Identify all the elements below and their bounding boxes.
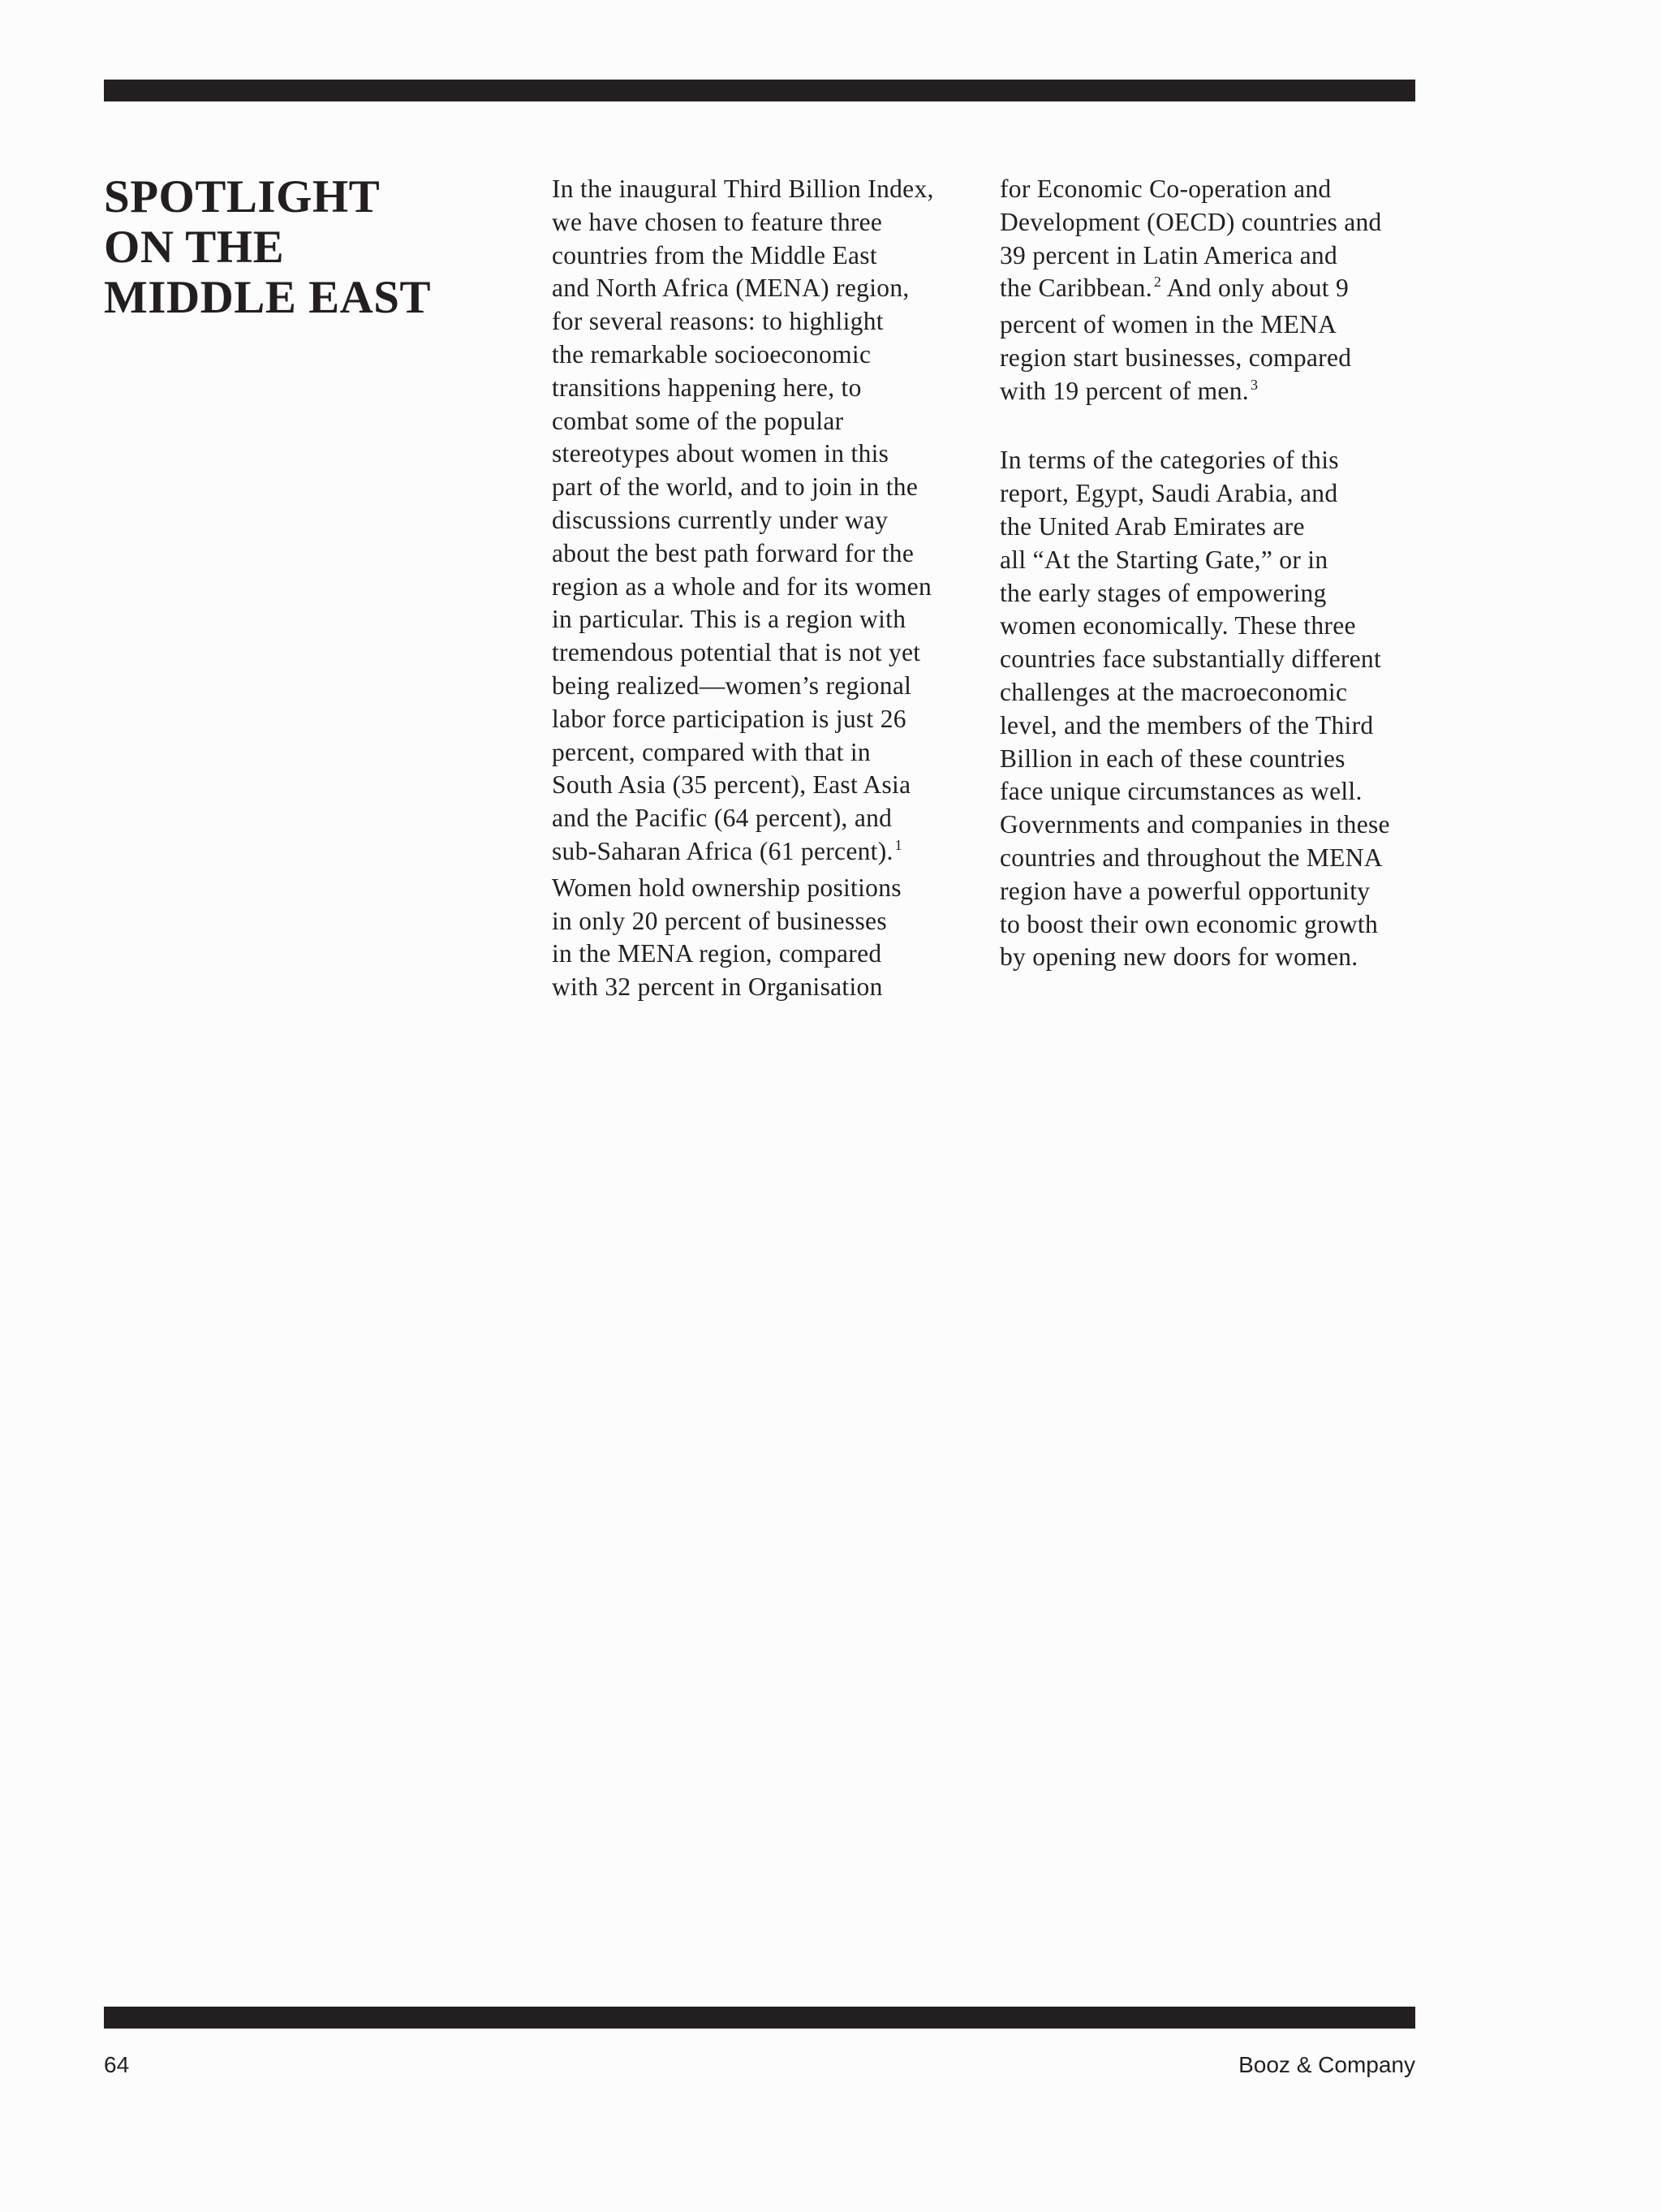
text-line xyxy=(1000,375,1438,412)
text-line: labor force participation is just 26 xyxy=(552,704,906,733)
body-column-left xyxy=(552,173,974,1004)
text-line: in the MENA region, compared xyxy=(552,939,882,968)
text-line: region as a whole and for its women xyxy=(552,571,932,601)
text-segment: with 19 percent of men. xyxy=(1000,376,1249,405)
page-title xyxy=(104,172,493,323)
text-line: in particular. This is a region with xyxy=(552,605,906,634)
text-line: for Economic Co-operation and xyxy=(1000,175,1332,203)
paragraph-gap xyxy=(1000,412,1438,445)
text-line: challenges at the macroeconomic xyxy=(1000,677,1348,706)
title-line: SPOTLIGHT xyxy=(104,171,381,222)
text-line: in only 20 percent of businesses xyxy=(552,906,887,935)
text-line: countries from the Middle East xyxy=(552,240,877,269)
text-line: level, and the members of the Third xyxy=(1000,710,1374,739)
text-line: with 32 percent in Organisation xyxy=(552,972,883,1002)
text-line: countries face substantially different xyxy=(1000,645,1382,674)
text-line: we have chosen to feature three xyxy=(552,207,883,236)
footnote-ref: 3 xyxy=(1250,376,1259,393)
text-line: about the best path forward for the xyxy=(552,538,915,567)
publisher-name: Booz & Company xyxy=(1238,2052,1415,2077)
text-line: countries and throughout the MENA xyxy=(1000,843,1383,872)
text-line xyxy=(552,835,974,872)
text-line: 39 percent in Latin America and xyxy=(1000,240,1338,269)
text-segment: the Caribbean. xyxy=(1000,274,1152,303)
text-segment: sub-Saharan Africa (61 percent). xyxy=(552,836,893,865)
text-line: and North Africa (MENA) region, xyxy=(552,274,910,303)
body-column-right xyxy=(1000,173,1438,974)
text-line: region have a powerful opportunity xyxy=(1000,876,1371,905)
title-line: MIDDLE EAST xyxy=(104,272,431,323)
text-line: Billion in each of these countries xyxy=(1000,744,1346,773)
text-line: transitions happening here, to xyxy=(552,373,862,402)
text-line: face unique circumstances as well. xyxy=(1000,777,1363,806)
text-line: the early stages of empowering xyxy=(1000,578,1327,607)
footnote-ref: 2 xyxy=(1153,274,1162,291)
text-line: Women hold ownership positions xyxy=(552,873,902,902)
text-line: percent of women in the MENA xyxy=(1000,310,1337,339)
text-line: women economically. These three xyxy=(1000,611,1356,640)
text-line: by opening new doors for women. xyxy=(1000,942,1358,972)
title-line: ON THE xyxy=(104,222,285,273)
bottom-rule xyxy=(104,2007,1415,2029)
text-line: In terms of the categories of this xyxy=(1000,446,1339,475)
page-number: 64 xyxy=(104,2052,130,2077)
text-line: In the inaugural Third Billion Index, xyxy=(552,175,934,203)
text-line: tremendous potential that is not yet xyxy=(552,638,921,667)
text-line: stereotypes about women in this xyxy=(552,439,889,468)
text-line xyxy=(1000,272,1438,308)
text-line: part of the world, and to join in the xyxy=(552,472,919,502)
text-line: percent, compared with that in xyxy=(552,737,871,766)
text-line: the remarkable socioeconomic xyxy=(552,339,872,369)
text-line: South Asia (35 percent), East Asia xyxy=(552,770,911,800)
text-line: being realized—women’s regional xyxy=(552,670,912,700)
text-line: and the Pacific (64 percent), and xyxy=(552,804,893,833)
text-line: combat some of the popular xyxy=(552,406,844,435)
top-rule xyxy=(104,80,1415,101)
text-segment: And only about 9 xyxy=(1161,274,1350,303)
text-line: for several reasons: to highlight xyxy=(552,307,884,336)
text-line: to boost their own economic growth xyxy=(1000,909,1378,938)
text-line: Development (OECD) countries and xyxy=(1000,207,1382,236)
text-line: report, Egypt, Saudi Arabia, and xyxy=(1000,479,1338,508)
footnote-ref: 1 xyxy=(894,836,902,853)
text-line: all “At the Starting Gate,” or in xyxy=(1000,545,1328,574)
text-line: Governments and companies in these xyxy=(1000,810,1390,839)
text-line: region start businesses, compared xyxy=(1000,343,1352,372)
text-line: the United Arab Emirates are xyxy=(1000,511,1305,541)
text-line: discussions currently under way xyxy=(552,505,889,534)
